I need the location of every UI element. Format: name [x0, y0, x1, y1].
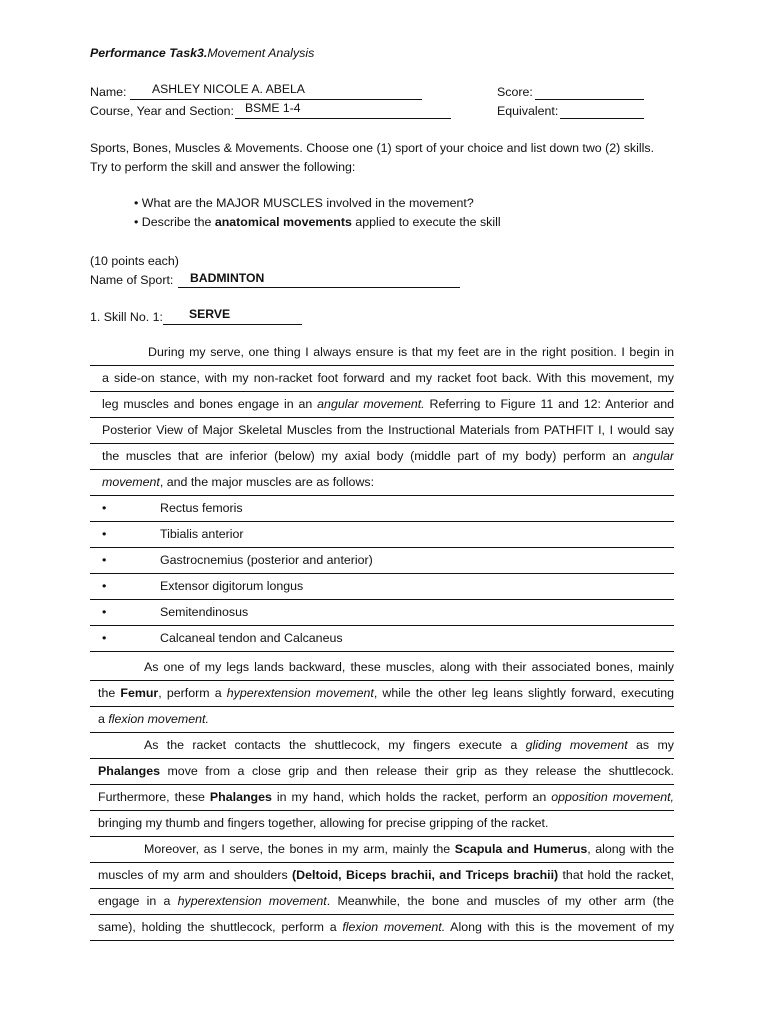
muscle-item — [90, 496, 674, 522]
bold-text: Femur — [120, 686, 159, 700]
paragraph-3-line-1 — [90, 733, 674, 759]
bold-text: Phalanges — [209, 790, 272, 804]
score-label: Score: — [497, 85, 533, 99]
text: a — [98, 712, 109, 726]
skill-value: SERVE — [189, 307, 231, 321]
score-underline — [535, 99, 644, 100]
instructions-line-1: Sports, Bones, Muscles & Movements. Choose one (1) sport of your choice and list down two (2) skills. — [90, 141, 655, 155]
text: muscles of my arm and shoulders — [98, 868, 293, 882]
text: Along with this is the movement of my — [445, 920, 674, 934]
muscle-item — [90, 626, 674, 652]
italic-text: hyperextension movement — [226, 686, 374, 700]
text: As one of my legs lands backward, these muscles, along with their associated bones, mainly — [144, 660, 674, 674]
course-value: BSME 1-4 — [245, 101, 301, 115]
course-label: Course, Year and Section: — [90, 104, 234, 118]
text: , while the other leg leans slightly forward, executing — [373, 686, 674, 700]
sport-value: BADMINTON — [190, 271, 265, 285]
paragraph-2-line-2 — [90, 681, 674, 707]
italic-text: flexion movement. — [342, 920, 446, 934]
question-2-post: applied to execute the skill — [351, 215, 501, 229]
bullet-dot: • — [102, 579, 107, 593]
text: engage in a — [98, 894, 178, 908]
title-bold: Performance Task3. — [90, 46, 208, 60]
muscle-name: Extensor digitorum longus — [160, 579, 304, 593]
name-value: ASHLEY NICOLE A. ABELA — [152, 82, 305, 96]
paragraph-4-line-4 — [90, 915, 674, 941]
paragraph-3-line-3 — [90, 785, 674, 811]
text: As the racket contacts the shuttlecock, my fingers execute a — [144, 738, 526, 752]
text: a side-on stance, with my non-racket foot forward and my racket foot back. With this movement, my — [102, 371, 674, 385]
bold-text: Scapula and Humerus — [454, 842, 588, 856]
bullet-dot: • — [102, 527, 107, 541]
italic-text: angular movement. — [317, 397, 425, 411]
paragraph-1-line-2 — [90, 366, 674, 392]
paragraph-4-line-3 — [90, 889, 674, 915]
bold-text: (Deltoid, Biceps brachii, and Triceps brachii) — [292, 868, 559, 882]
muscle-item — [90, 574, 674, 600]
text: as my — [627, 738, 674, 752]
text: the — [98, 686, 121, 700]
text: same), holding the shuttlecock, perform a — [98, 920, 343, 934]
paragraph-3-line-4 — [90, 811, 674, 837]
paragraph-3-line-2 — [90, 759, 674, 785]
italic-text: flexion movement. — [108, 712, 209, 726]
instructions-line-2: Try to perform the skill and answer the following: — [90, 160, 356, 174]
sport-underline — [178, 287, 460, 288]
muscle-name: Calcaneal tendon and Calcaneus — [160, 631, 343, 645]
equivalent-label: Equivalent: — [497, 104, 559, 118]
text: . Meanwhile, the bone and muscles of my other arm (the — [326, 894, 674, 908]
text: in my hand, which holds the racket, perform an — [271, 790, 552, 804]
text: During my serve, one thing I always ensure is that my feet are in the right position. I begin in — [148, 345, 674, 359]
question-2-bold: anatomical movements — [214, 215, 352, 229]
course-underline — [235, 118, 451, 119]
italic-text: gliding movement — [525, 738, 628, 752]
muscle-name: Rectus femoris — [160, 501, 243, 515]
sport-label: Name of Sport: — [90, 273, 174, 287]
text: Furthermore, these — [98, 790, 210, 804]
italic-text: hyperextension movement — [177, 894, 327, 908]
bullet-dot: • — [102, 501, 107, 515]
question-2 — [134, 215, 501, 229]
question-2-pre: Describe the — [141, 215, 215, 229]
paragraph-1-line-1 — [90, 340, 674, 366]
paragraph-2-line-1 — [90, 655, 674, 681]
text: , along with the — [587, 842, 674, 856]
name-underline — [130, 99, 422, 100]
text: move from a close grip and then release their grip as they release the shuttlecock. — [159, 764, 674, 778]
name-label: Name: — [90, 85, 127, 99]
muscle-item — [90, 548, 674, 574]
paragraph-1-line-6 — [90, 470, 674, 496]
text: , perform a — [158, 686, 227, 700]
equivalent-underline — [560, 118, 644, 119]
bullet-dot: • — [134, 215, 139, 229]
text: leg muscles and bones engage in an — [102, 397, 318, 411]
bullet-dot: • — [134, 196, 139, 210]
muscle-name: Gastrocnemius (posterior and anterior) — [160, 553, 373, 567]
skill-underline — [163, 324, 302, 325]
skill-label: 1. Skill No. 1: — [90, 310, 163, 324]
muscle-name: Tibialis anterior — [160, 527, 244, 541]
text: Posterior View of Major Skeletal Muscles from the Instructional Materials from PATHFIT I, I would say — [102, 423, 674, 437]
text: Moreover, as I serve, the bones in my arm, mainly the — [144, 842, 455, 856]
points-note: (10 points each) — [90, 254, 179, 268]
paragraph-2-line-3 — [90, 707, 674, 733]
muscle-item — [90, 600, 674, 626]
question-1-text: What are the MAJOR MUSCLES involved in the movement? — [141, 196, 474, 210]
paragraph-1-line-3 — [90, 392, 674, 418]
text: bringing my thumb and fingers together, allowing for precise gripping of the racket. — [98, 816, 549, 830]
italic-text: movement — [102, 475, 160, 489]
text: that hold the racket, — [558, 868, 674, 882]
text: , and the major muscles are as follows: — [159, 475, 375, 489]
question-1 — [134, 196, 474, 210]
paragraph-1-line-4 — [90, 418, 674, 444]
paragraph-1-line-5 — [90, 444, 674, 470]
text: the muscles that are inferior (below) my axial body (middle part of my body) perform an — [102, 449, 633, 463]
muscle-name: Semitendinosus — [160, 605, 249, 619]
paragraph-4-line-2 — [90, 863, 674, 889]
muscle-item — [90, 522, 674, 548]
italic-text: angular — [632, 449, 674, 463]
italic-text: opposition movement, — [551, 790, 674, 804]
title-rest: Movement Analysis — [207, 46, 315, 60]
bullet-dot: • — [102, 605, 107, 619]
page-title — [90, 46, 314, 60]
bullet-dot: • — [102, 553, 107, 567]
paragraph-4-line-1 — [90, 837, 674, 863]
text: Referring to Figure 11 and 12: Anterior and — [424, 397, 674, 411]
bold-text: Phalanges — [98, 764, 160, 778]
bullet-dot: • — [102, 631, 107, 645]
